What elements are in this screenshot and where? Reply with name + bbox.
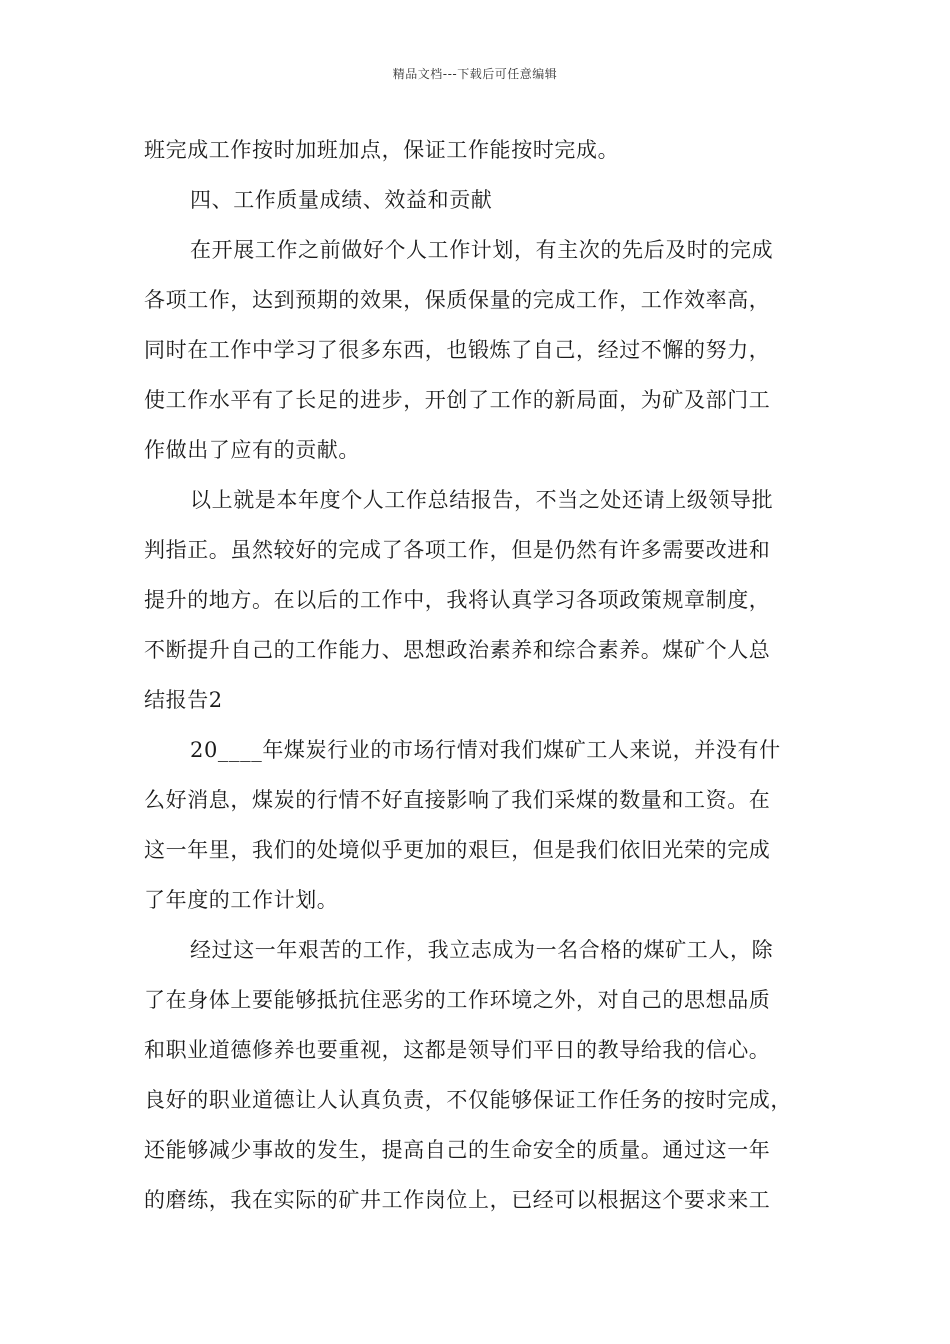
text-line: 这一年里，我们的处境似乎更加的艰巨，但是我们依旧光荣的完成 xyxy=(144,838,771,862)
text-line: 么好消息，煤炭的行情不好直接影响了我们采煤的数量和工资。在 xyxy=(144,788,771,812)
text-line: 各项工作，达到预期的效果，保质保量的完成工作，工作效率高， xyxy=(144,288,771,312)
text-line: 同时在工作中学习了很多东西，也锻炼了自己，经过不懈的努力， xyxy=(144,338,771,362)
section-heading: 四、工作质量成绩、效益和贡献 xyxy=(190,188,493,212)
text-line: 的磨练，我在实际的矿井工作岗位上，已经可以根据这个要求来工 xyxy=(144,1188,771,1212)
text-line: 和职业道德修养也要重视，这都是领导们平日的教导给我的信心。 xyxy=(144,1038,771,1062)
text-line: 在开展工作之前做好个人工作计划，有主次的先后及时的完成 xyxy=(190,238,774,262)
text-line: 良好的职业道德让人认真负责，不仅能够保证工作任务的按时完成， xyxy=(144,1088,792,1112)
text-line: 提升的地方。在以后的工作中，我将认真学习各项政策规章制度， xyxy=(144,588,771,612)
text-line: 20____年煤炭行业的市场行情对我们煤矿工人来说，并没有什 xyxy=(190,738,781,762)
text-line: 还能够减少事故的发生，提高自己的生命安全的质量。通过这一年 xyxy=(144,1138,771,1162)
page-header: 精品文档---下载后可任意编辑 xyxy=(392,67,558,81)
text-line: 使工作水平有了长足的进步，开创了工作的新局面，为矿及部门工 xyxy=(144,388,771,412)
text-line: 经过这一年艰苦的工作，我立志成为一名合格的煤矿工人，除 xyxy=(190,938,774,962)
text-line: 以上就是本年度个人工作总结报告，不当之处还请上级领导批 xyxy=(190,488,774,512)
text-line: 班完成工作按时加班加点，保证工作能按时完成。 xyxy=(144,138,620,162)
text-line: 不断提升自己的工作能力、思想政治素养和综合素养。煤矿个人总 xyxy=(144,638,771,662)
text-line: 了年度的工作计划。 xyxy=(144,888,339,912)
text-line: 结报告2 xyxy=(144,688,223,712)
text-line: 作做出了应有的贡献。 xyxy=(144,438,360,462)
text-line: 判指正。虽然较好的完成了各项工作，但是仍然有许多需要改进和 xyxy=(144,538,771,562)
text-line: 了在身体上要能够抵抗住恶劣的工作环境之外，对自己的思想品质 xyxy=(144,988,771,1012)
